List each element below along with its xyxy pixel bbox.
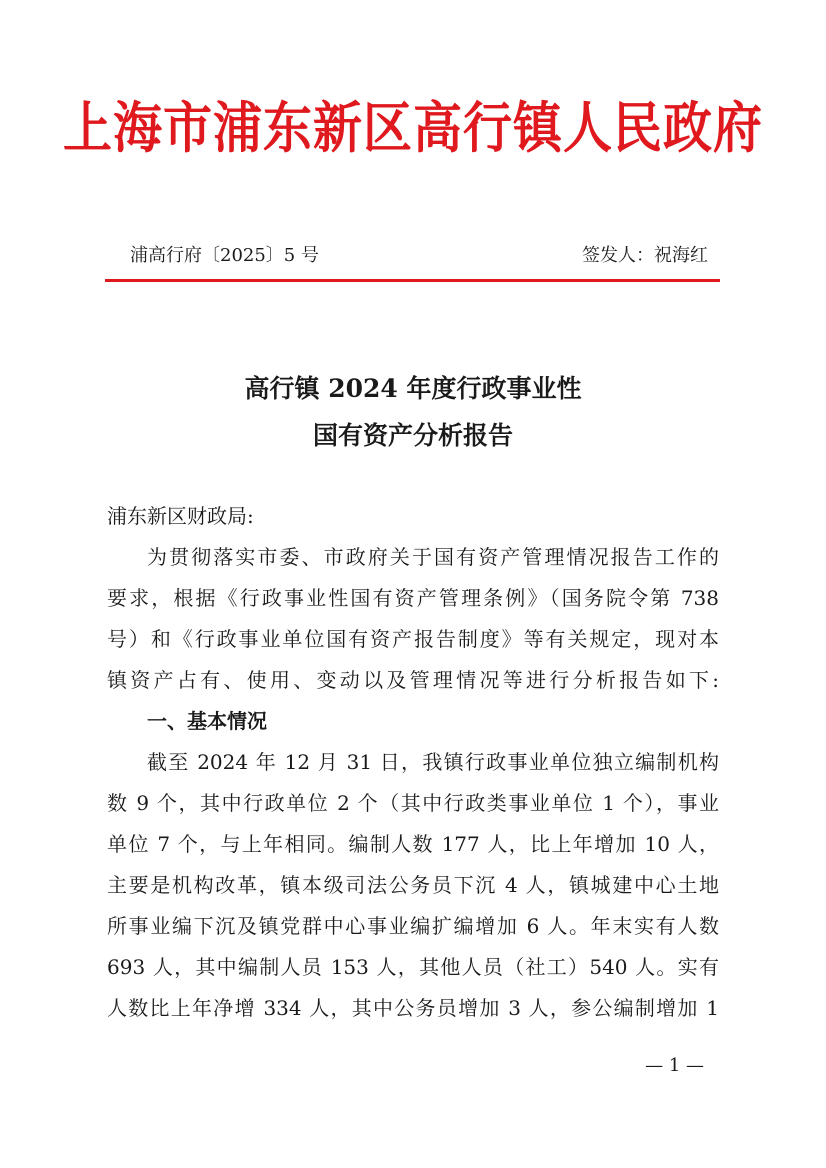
red-separator-line <box>105 279 720 282</box>
issuer-masthead: 上海市浦东新区高行镇人民政府 <box>62 95 763 161</box>
section-line-4: 主要是机构改革，镇本级司法公务员下沉 4 人，镇城建中心土地 <box>107 873 719 897</box>
section-line-3: 单位 7 个，与上年相同。编制人数 177 人，比上年增加 10 人， <box>107 832 719 856</box>
addressee: 浦东新区财政局: <box>107 504 254 528</box>
section-line-2: 数 9 个，其中行政单位 2 个（其中行政类事业单位 1 个），事业 <box>107 791 719 815</box>
signer: 签发人：祝海红 <box>582 245 708 266</box>
section-line-1: 截至 2024 年 12 月 31 日，我镇行政事业单位独立编制机构 <box>147 750 719 774</box>
document-title-line-2: 国有资产分析报告 <box>312 421 513 450</box>
intro-line-2: 要求，根据《行政事业性国有资产管理条例》（国务院令第 738 <box>107 586 719 610</box>
section-line-6: 693 人，其中编制人员 153 人，其他人员（社工）540 人。实有 <box>107 955 719 979</box>
intro-line-4: 镇资产占有、使用、变动以及管理情况等进行分析报告如下: <box>107 668 719 692</box>
section-heading: 一、基本情况 <box>147 709 267 733</box>
document-title-line-1: 高行镇 2024 年度行政事业性 <box>244 374 582 403</box>
page-number: — 1 — <box>645 1055 704 1076</box>
intro-line-1: 为贯彻落实市委、市政府关于国有资产管理情况报告工作的 <box>147 545 719 569</box>
document-number: 浦高行府〔2025〕5 号 <box>130 245 319 266</box>
intro-line-3: 号）和《行政事业单位国有资产报告制度》等有关规定，现对本 <box>107 627 719 651</box>
section-line-7: 人数比上年净增 334 人，其中公务员增加 3 人，参公编制增加 1 <box>107 996 719 1020</box>
section-line-5: 所事业编下沉及镇党群中心事业编扩编增加 6 人。年末实有人数 <box>107 914 719 938</box>
